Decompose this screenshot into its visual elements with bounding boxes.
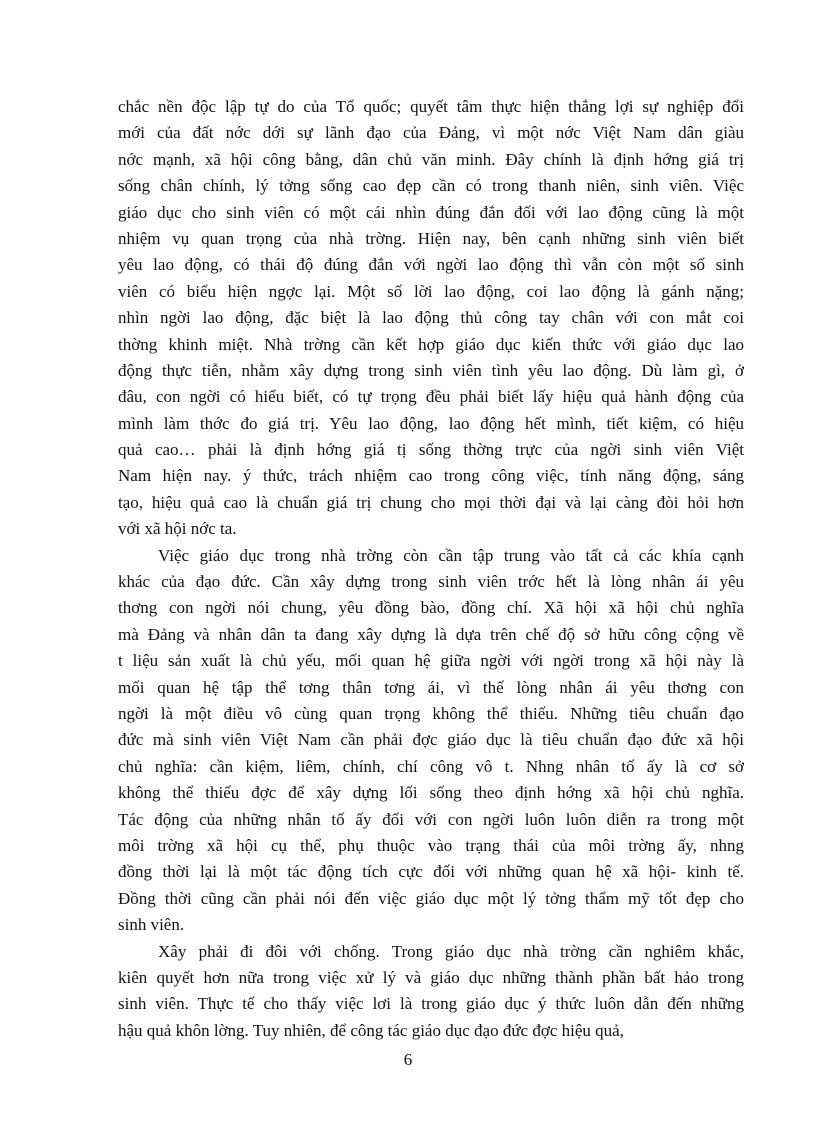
text-line: mà Đảng và nhân dân ta đang xây dựng là dựa trên chế độ sở hữu công cộng về bbox=[118, 624, 744, 644]
paragraph bbox=[118, 94, 744, 543]
text-line: đức mà sinh viên Việt Nam cần phải đợc giáo dục là tiêu chuẩn đạo đức xã hội bbox=[118, 730, 744, 750]
text-line: với xã hội nớc ta. bbox=[118, 519, 237, 539]
text-line: động thực tiễn, nhằm xây dựng trong sinh viên tình yêu lao động. Dù làm gì, ở bbox=[118, 360, 744, 380]
text-line: mối quan hệ tập thể tơng thân tơng ái, vì thế lòng nhân ái yêu thơng con bbox=[118, 677, 744, 697]
body-text bbox=[118, 94, 744, 1044]
text-line: thơng con ngời nói chung, yêu đồng bào, đồng chí. Xã hội xã hội chủ nghĩa bbox=[118, 598, 744, 618]
text-line: viên có biểu hiện ngợc lại. Một số lời lao động, coi lao động là gánh nặng; bbox=[118, 281, 744, 301]
text-line: mình làm thớc đo giá trị. Yêu lao động, lao động hết mình, tiết kiệm, có hiệu bbox=[118, 413, 744, 433]
page-number: 6 bbox=[403, 1050, 413, 1069]
text-line: chắc nền độc lập tự do của Tổ quốc; quyết tâm thực hiện thắng lợi sự nghiệp đổi bbox=[118, 97, 744, 116]
text-line: Nam hiện nay. ý thức, trách nhiệm cao trong công việc, tính năng động, sáng bbox=[118, 466, 744, 486]
text-line: không thể thiếu đợc để xây dựng lối sống theo định hớng xã hội chủ nghĩa. bbox=[118, 783, 744, 803]
text-line: sinh viên. bbox=[118, 915, 185, 935]
text-line: kiên quyết hơn nữa trong việc xử lý và giáo dục những thành phần bất hảo trong bbox=[118, 967, 744, 987]
text-line: sinh viên. Thực tế cho thấy việc lơi là trong giáo dục ý thức luôn dẫn đến những bbox=[118, 994, 744, 1014]
text-line: yêu lao động, có thái độ đúng đắn với ngời lao động thì vẫn còn một số sinh bbox=[118, 255, 744, 275]
text-line: nhiệm vụ quan trọng của nhà trờng. Hiện nay, bên cạnh những sinh viên biết bbox=[118, 228, 744, 248]
text-line: thờng khinh miệt. Nhà trờng cần kết hợp giáo dục kiến thức với giáo dục lao bbox=[118, 334, 744, 354]
text-line: nớc mạnh, xã hội công bằng, dân chủ văn minh. Đây chính là định hớng giá trị bbox=[118, 149, 744, 169]
text-line: mới của đất nớc dới sự lãnh đạo của Đảng, vì một nớc Việt Nam dân giàu bbox=[118, 123, 744, 143]
text-line: Tác động của những nhân tố ấy đối với con ngời luôn luôn diễn ra trong một bbox=[118, 809, 744, 829]
text-line: ngời là một điều vô cùng quan trọng không thể thiếu. Những tiêu chuẩn đạo bbox=[118, 703, 744, 723]
text-line: Việc giáo dục trong nhà trờng còn cần tập trung vào tất cả các khía cạnh bbox=[158, 545, 744, 565]
text-line: Xây phải đi đôi với chống. Trong giáo dục nhà trờng cần nghiêm khắc, bbox=[158, 941, 744, 961]
text-line: môi trờng xã hội cụ thể, phụ thuộc vào trạng thái của môi trờng ấy, nhng bbox=[118, 835, 744, 855]
text-line: tạo, hiệu quả cao là chuẩn giá trị chung cho mọi thời đại và lại càng đòi hỏi hơn bbox=[118, 492, 744, 512]
text-line: Đồng thời cũng cần phải nói đến việc giáo dục một lý tởng thẩm mỹ tốt đẹp cho bbox=[118, 888, 744, 908]
paragraph bbox=[118, 939, 744, 1045]
paragraph bbox=[118, 543, 744, 939]
text-line: đâu, con ngời có hiểu biết, có tự trọng đều phải biết lấy hiệu quả hành động của bbox=[118, 387, 744, 407]
text-line: giáo dục cho sinh viên có một cái nhìn đúng đắn đối với lao động cũng là một bbox=[118, 202, 744, 222]
text-line: chủ nghĩa: cần kiệm, liêm, chính, chí công vô t. Nhng nhân tố ấy là cơ sở bbox=[118, 756, 744, 776]
text-line: sống chân chính, lý tởng sống cao đẹp cần có trong thanh niên, sinh viên. Việc bbox=[118, 176, 744, 196]
text-line: quả cao… phải là định hớng giá tị sống thờng trực của ngời sinh viên Việt bbox=[118, 440, 744, 460]
text-line: t liệu sản xuất là chủ yếu, mối quan hệ giữa ngời với ngời trong xã hội này là bbox=[118, 651, 744, 671]
text-line: hậu quả khôn lờng. Tuy nhiên, để công tác giáo dục đạo đức đợc hiệu quả, bbox=[118, 1020, 624, 1040]
text-line: nhìn ngời lao động, đặc biệt là lao động thủ công tay chân với con mắt coi bbox=[118, 308, 744, 328]
text-line: đồng thời lại là một tác động tích cực đối với những quan hệ xã hội- kinh tế. bbox=[118, 862, 744, 882]
text-line: khác của đạo đức. Cần xây dựng trong sinh viên trớc hết là lòng nhân ái yêu bbox=[118, 572, 744, 592]
